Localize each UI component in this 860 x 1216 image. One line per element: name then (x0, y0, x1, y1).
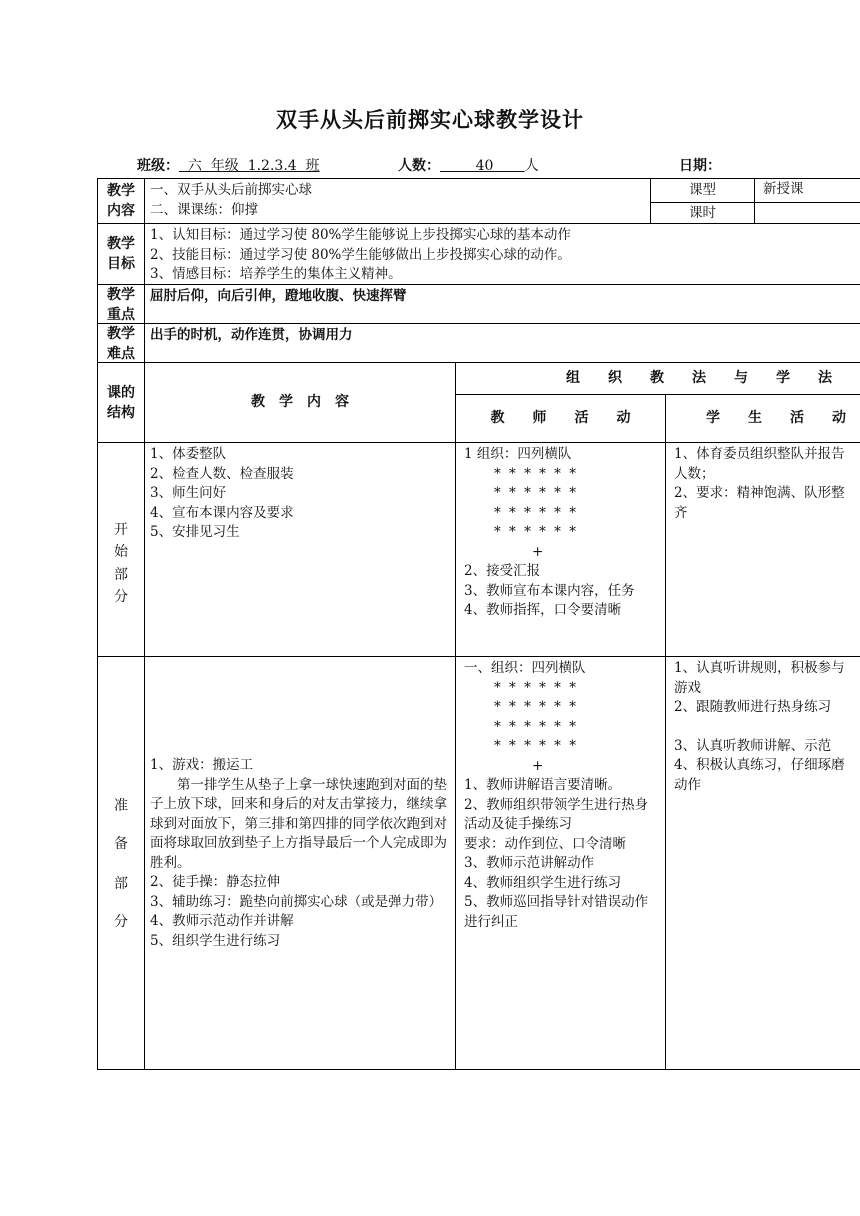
prep-section-label: 准 备 部 分 (97, 656, 145, 1070)
formation-row: * * * * * * (494, 738, 578, 754)
goals-cell (144, 223, 860, 285)
formation-row: * * * * * * (494, 504, 578, 521)
formation-row: * * * * * * (494, 524, 578, 540)
teacher-header: 教 师 活 动 (455, 394, 666, 443)
prep-teacher: 一、组织：四列横队 * * * * * * * * * * * * * * * * * * * * * * * * + 1、教师讲解语言要清晰。 2、教师组织带领学生进行热身活动及徒手操练习 要求：动作到位、口令清晰 3、教师示范讲解动作 4、教师组织学生进行练习 5、教师巡回指导针对错误动作进行纠正 (455, 656, 666, 1070)
content-label: 教学 内容 (97, 178, 145, 224)
focus-cell: 屈肘后仰，向后引伸，蹬地收腹、快速挥臂 (144, 284, 860, 324)
student-header: 学 生 活 动 (665, 394, 860, 443)
lesson-period-label: 课时 (650, 202, 755, 224)
content-header: 教 学 内 容 (144, 362, 456, 443)
difficulty-cell: 出手的时机，动作连贯，协调用力 (144, 323, 860, 363)
teacher-position: + (532, 543, 544, 560)
count-label: 人数： (398, 158, 440, 174)
start-teacher: 1 组织：四列横队 * * * * * * * * * * * * * * * * * * * * * * * * + 2、接受汇报 3、教师宣布本课内容，任务 4、教师指挥，口令要清晰 (455, 442, 666, 657)
formation-row: * * * * * * (494, 485, 578, 501)
structure-header: 课的 结构 (97, 362, 145, 443)
class-label: 班级： (137, 158, 179, 174)
teacher-position: + (532, 757, 544, 774)
lesson-type-label: 课型 (650, 178, 755, 203)
lesson-period-value (754, 202, 860, 224)
formation-row: * * * * * * (494, 679, 578, 696)
prep-content: 1、游戏：搬运工 第一排学生从垫子上拿一球快速跑到对面的垫子上放下球，回来和身后的对友击掌接力，继续拿球到对面放下，第三排和第四排的同学依次跑到对面将球取回放到垫子上方指导最后一个人完成即为胜利。 2、徒手操：静态拉伸 3、辅助练习：跪垫向前掷实心球（或是弹力带） 4、教师示范动作并讲解 5、组织学生进行练习 (144, 656, 456, 1070)
date-field (679, 155, 721, 175)
date-label: 日期： (679, 158, 721, 174)
start-content: 1、体委整队 2、检查人数、检查服装 3、师生问好 4、宣布本课内容及要求 5、安排见习生 (144, 442, 456, 657)
prep-student: 1、认真听讲规则，积极参与游戏 2、跟随教师进行热身练习 3、认真听教师讲解、示范 4、积极认真练习，仔细琢磨动作 (665, 656, 860, 1070)
page-title: 双手从头后前掷实心球教学设计 (276, 107, 584, 132)
class-value: 六 年级 1.2.3.4 班 (179, 158, 320, 174)
start-section-label: 开 始 部 分 (97, 442, 145, 657)
lesson-type-value: 新授课 (754, 178, 860, 203)
method-header: 组 织 教 法 与 学 法 (455, 362, 860, 395)
difficulty-label: 教学 难点 (97, 323, 145, 363)
count-unit: 人 (524, 158, 539, 174)
count-value: 40 (440, 158, 525, 174)
class-field (137, 155, 320, 175)
goal-2: 2、技能目标：通过学习使 80%学生能够做出上步投掷实心球的动作。 (150, 246, 571, 263)
formation-row: * * * * * * (494, 718, 578, 735)
focus-label: 教学 重点 (97, 284, 145, 324)
formation-row: * * * * * * (494, 699, 578, 715)
start-student: 1、体育委员组织整队并报告人数； 2、要求：精神饱满、队形整齐 (665, 442, 860, 657)
goal-3: 3、情感目标：培养学生的集体主义精神。 (150, 266, 402, 282)
content-cell: 一、双手从头后前掷实心球 二、课课练：仰撑 (144, 178, 651, 224)
count-field (398, 155, 539, 175)
formation-row: * * * * * * (494, 465, 578, 482)
goal-1: 1、认知目标：通过学习使 80%学生能够说上步投掷实心球的基本动作 (150, 227, 571, 243)
goals-label: 教学 目标 (97, 223, 145, 285)
